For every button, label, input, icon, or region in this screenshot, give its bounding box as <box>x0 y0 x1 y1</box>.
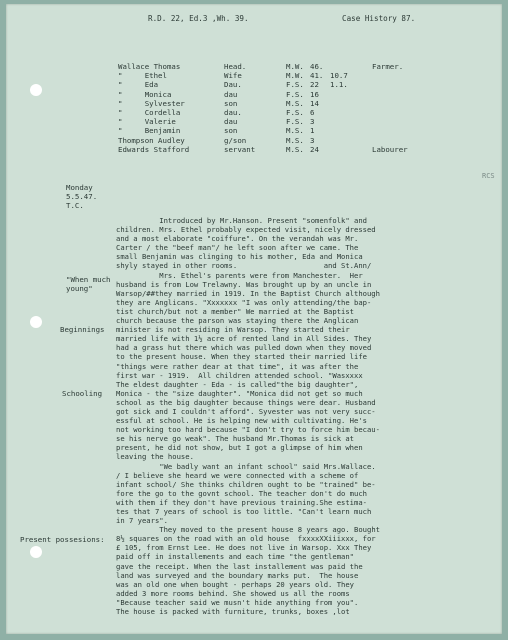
household-row <box>118 145 468 154</box>
household-row <box>118 117 468 126</box>
household-cell-age: 22 <box>310 80 319 90</box>
household-cell-rel: g/son <box>224 135 247 145</box>
household-cell-name: Edwards Stafford <box>118 144 190 154</box>
household-cell-status: F.S. <box>286 89 304 99</box>
household-cell-status: M.W. <box>286 62 304 71</box>
household-cell-name: " Sylvester <box>118 98 185 108</box>
household-cell-age: 41. <box>310 71 324 81</box>
household-cell-rel: Wife <box>224 71 242 81</box>
household-cell-status: M.S. <box>286 135 304 145</box>
household-cell-age: 3 <box>310 135 315 145</box>
household-row <box>118 136 468 145</box>
reference-code: R.D. 22, Ed.3 ,Wh. 39. <box>148 14 249 23</box>
household-cell-name: " Monica <box>118 89 172 99</box>
household-cell-age: 1 <box>310 126 315 136</box>
household-cell-extra: 1.1. <box>330 80 348 90</box>
margin-note-schooling: Schooling <box>62 389 103 398</box>
household-cell-age: 16 <box>310 89 319 99</box>
household-cell-rel: son <box>224 98 238 108</box>
household-cell-rel: dau <box>224 117 238 127</box>
household-cell-status: M.S. <box>286 126 304 136</box>
household-cell-name: " Eda <box>118 80 159 90</box>
household-row <box>118 108 468 117</box>
household-cell-rel: servant <box>224 144 256 154</box>
household-cell-age: 24 <box>310 144 319 154</box>
household-row <box>118 126 468 135</box>
punch-hole <box>30 84 42 96</box>
household-row <box>118 71 468 80</box>
household-cell-status: M.W. <box>286 71 304 81</box>
household-cell-rel: dau <box>224 89 238 99</box>
household-row <box>118 62 468 71</box>
household-cell-occ: Farmer. <box>372 62 404 71</box>
household-table <box>118 62 468 154</box>
household-cell-age: 14 <box>310 98 319 108</box>
household-row <box>118 90 468 99</box>
visit-date-note: Monday 5.5.47. T.C. <box>66 183 98 210</box>
household-cell-rel: son <box>224 126 238 136</box>
household-cell-occ: Labourer <box>372 144 408 154</box>
household-cell-status: F.S. <box>286 117 304 127</box>
household-cell-status: M.S. <box>286 144 304 154</box>
household-cell-age: 3 <box>310 117 315 127</box>
household-cell-status: F.S. <box>286 107 304 117</box>
punch-hole <box>30 546 42 558</box>
household-cell-status: M.S. <box>286 98 304 108</box>
household-cell-status: F.S. <box>286 80 304 90</box>
household-row <box>118 80 468 89</box>
margin-note-present-possessions: Present possesions: <box>20 535 105 544</box>
case-title: Case History 87. <box>342 14 416 23</box>
household-row <box>118 99 468 108</box>
document-page <box>6 4 502 634</box>
household-cell-rel: Head. <box>224 62 247 71</box>
household-cell-name: " Cordella <box>118 107 181 117</box>
household-cell-extra: 10.7 <box>330 71 348 81</box>
household-cell-name: Wallace Thomas <box>118 62 181 71</box>
pencil-mark: RCS <box>482 172 495 180</box>
punch-hole <box>30 316 42 328</box>
household-cell-rel: dau. <box>224 107 242 117</box>
margin-note-when-young: "When much young" <box>66 275 111 293</box>
household-cell-rel: Dau. <box>224 80 242 90</box>
household-cell-name: " Valerie <box>118 117 176 127</box>
household-cell-age: 46. <box>310 62 324 71</box>
household-cell-name: " Ethel <box>118 71 167 81</box>
case-narrative: Introduced by Mr.Hanson. Present "somenfolk" and children. Mrs. Ethel probably expected visit, nicely dressed and a most elaborate "coiffure". On the verandah was Mr. Carter / the "beef man"/ he left soon after we came. The small Benjamin was clinging to his mother, Eda and Monica shyly stayed in other rooms. and St.Ann/ Mrs. Ethel's parents were from Manchester. Her husband is from Low Trelawny. Was brought up by an uncle in Warsop/##they married in 1919. In the Baptist Church although they are Anglicans. "Xxxxxxx "I was only attending/the bap- tist church/but not a member" We married at the Baptist church because the parson was staying there the Anglican minister is not residing in Warsop. They started their married life with 1½ acre of rented land in All Sides. They had a grass hut there which was pulled down when they moved to the present house. When they started their married life "things were rather dear at that time", it was after the first war - 1919. All children attended school. "Wasxxxx The eldest daughter - Eda - is called"the big daughter", Monica - the "size daughter". "Monica did not get so much school as the big daughter because things were dear. Husband got sick and I couldn't afford". Syvester was not very succ- essful at school. He is helping new with cultivating. He's not working too hard because "I don't try to force him becau- se his nerve go weak". The husband Mr.Thomas is sick at present, he did not show, but I got a glimpse of him when leaving the house. "We badly want an infant school" said Mrs.Wallace. / I believe she heard we were connected with a scheme of infant school/ She thinks children ought to be "trained" be- fore the go to the govnt school. The teacher don't do much with them if they don't have previous training.She estima- tes that 7 years of school is too little. "Can't learn much in 7 years". They moved to the present house 8 years ago. Bought 8½ squares on the road with an old house fxxxxXXiiixxx, for £ 105, from Ernst Lee. He does not live in Warsop. Xxx They paid off in installements and each time "the gentleman" gave the receipt. When the last installement was paid the land was surveyed and the boundary marks put. The house was an old one when bought - perhaps 20 years old. They added 3 more rooms behind. She showed us all the rooms "Because teacher said we musn't hide anything from you". The house is packed with furniture, trunks, boxes ,lot <box>116 216 380 617</box>
margin-note-beginnings: Beginnings <box>60 325 105 334</box>
household-cell-age: 6 <box>310 107 315 117</box>
household-cell-name: Thompson Audley <box>118 135 185 145</box>
household-cell-name: " Benjamin <box>118 126 181 136</box>
